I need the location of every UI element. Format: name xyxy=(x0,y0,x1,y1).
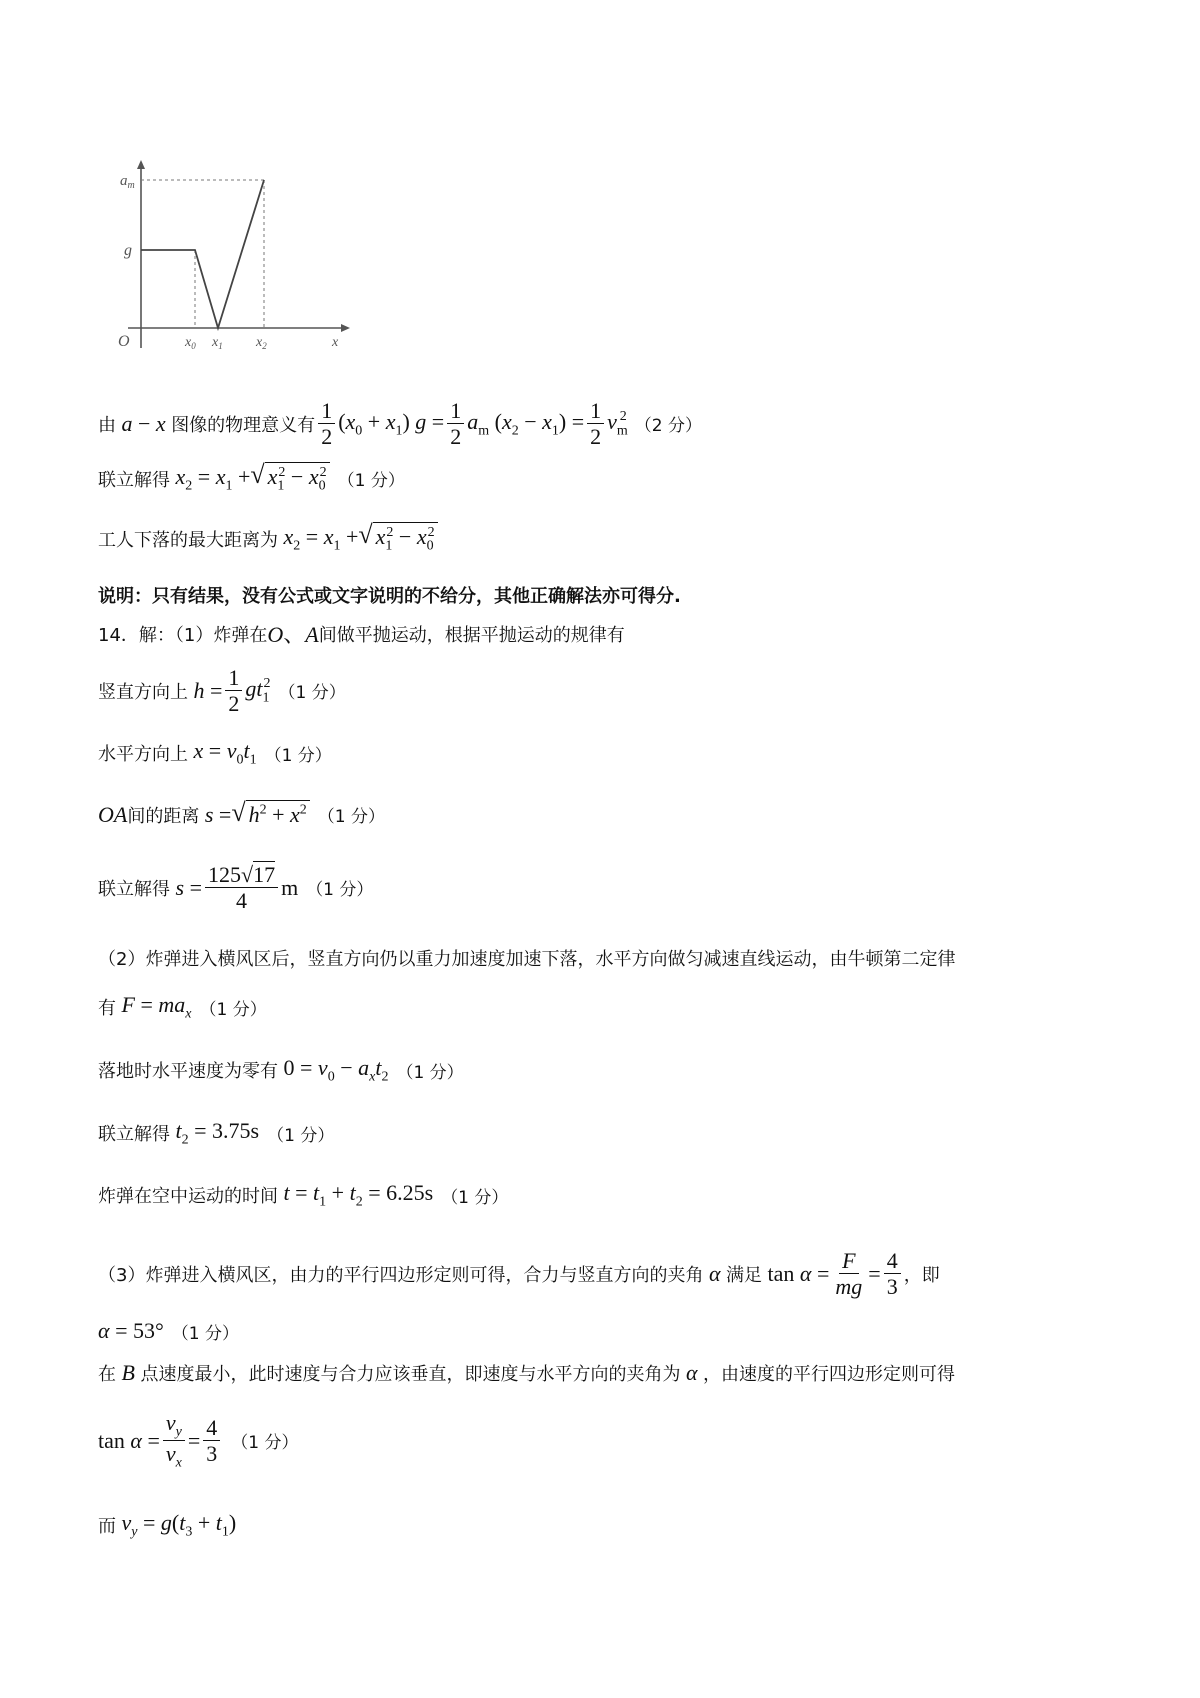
eq-area-line: 由 a − x 图像的物理意义有 $\frac{1}{2}$ $(x_0 + x_1) g$ = $\frac{1}{2}$ $a_m$ $(x_2 - x_1)$ = $\frac{1}{2}$ $v_m^2$ （2 分） xyxy=(98,398,703,450)
eq-alpha: α = 53° （1 分） xyxy=(98,1318,240,1344)
a-x-graph xyxy=(108,160,358,350)
part2-intro: （2）炸弹进入横风区后，竖直方向仍以重力加速度加速下落，水平方向做匀减速直线运动，由牛顿第二定律 xyxy=(98,949,956,970)
label-x: x xyxy=(332,335,339,350)
point-b-text: 在 B 点速度最小，此时速度与合力应该垂直，即速度与水平方向的夹角为 α ，由速度的平行四边形定则可得 xyxy=(98,1360,956,1385)
y-axis-arrow xyxy=(137,160,145,169)
eq-horizontal: 水平方向上 $x = v_0t_1$ （1 分） xyxy=(98,738,332,768)
a-x-curve xyxy=(141,180,264,328)
eq-vertical: 竖直方向上 h = $\frac{1}{2}$ $gt_1^2$ （1 分） xyxy=(98,665,346,717)
label-x2: $x_2$ xyxy=(256,335,267,350)
eq-tan-velocity: tan α = $\frac{v_y}{v_x}$ = $\frac{4}{3}$ （1 分） xyxy=(98,1410,299,1471)
q14-intro: 14．解：（1）炸弹在 O、A 间做平抛运动，根据平抛运动的规律有 xyxy=(98,622,625,647)
eq-landing: 落地时水平速度为零有 $0 = v_0 - a_xt_2$ （1 分） xyxy=(98,1055,464,1085)
part3-intro: （3）炸弹进入横风区，由力的平行四边形定则可得，合力与竖直方向的夹角 α 满足 tan α = $\frac{F}{mg}$ = $\frac{4}{3}$ ，即 xyxy=(98,1248,940,1300)
eq-solve-t2: 联立解得 $t_2 = 3.75s$ （1 分） xyxy=(98,1118,335,1148)
x-axis-arrow xyxy=(341,324,350,332)
eq-max-distance: 工人下落的最大距离为 $x_2 = x_1$ + √ $x_1^2 - x_0^2$ xyxy=(98,522,438,556)
label-g: g xyxy=(124,242,132,259)
label-origin: O xyxy=(118,333,130,350)
label-x0: $x_0$ xyxy=(185,335,196,350)
eq-solve-s: 联立解得 s = $\frac{125√17}{4}$ m （1 分） xyxy=(98,862,374,914)
eq-newton: 有 $F = ma_x$ （1 分） xyxy=(98,992,267,1022)
eq-solve-x2: 联立解得 $x_2 = x_1$ + √ $x_1^2 - x_0^2$ （1 分） xyxy=(98,462,405,496)
label-x1: $x_1$ xyxy=(212,335,223,350)
grading-note: 说明：只有结果，没有公式或文字说明的不给分，其他正确解法亦可得分. xyxy=(98,586,681,607)
eq-vy: 而 $v_y = g(t_3 + t_1)$ xyxy=(98,1510,237,1540)
eq-total-time: 炸弹在空中运动的时间 $t = t_1 + t_2 = 6.25s$ （1 分） xyxy=(98,1180,509,1210)
eq-oa-distance: OA 间的距离 s = √ $h^2 + x^2$ （1 分） xyxy=(98,800,385,830)
label-am: $a_m$ xyxy=(120,173,135,191)
